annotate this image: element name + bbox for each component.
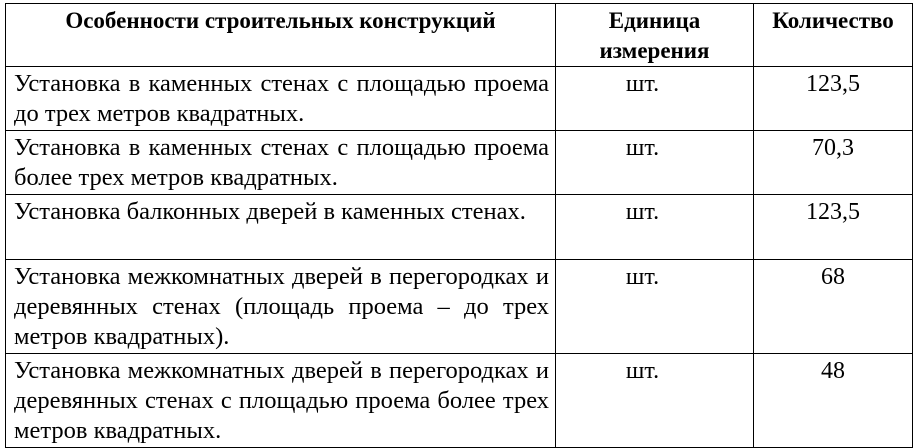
row-description: Установка в каменных стенах с площадью проема более трех метров квадратных. <box>6 131 556 195</box>
row-description: Установка межкомнатных дверей в перегородках и деревянных стенах с площадью проема более трех метров квадратных. <box>6 354 556 448</box>
table-row <box>6 260 913 354</box>
row-unit: шт. <box>556 195 754 260</box>
table-row <box>6 131 913 195</box>
row-unit: шт. <box>556 131 754 195</box>
row-quantity: 123,5 <box>754 67 913 131</box>
table-row <box>6 195 913 260</box>
table-row <box>6 67 913 131</box>
header-quantity: Количество <box>754 4 913 67</box>
header-description: Особенности строительных конструкций <box>6 4 556 67</box>
row-description: Установка межкомнатных дверей в перегородках и деревянных стенах (площадь проема – до трех метров квадратных). <box>6 260 556 354</box>
row-description: Установка балконных дверей в каменных стенах. <box>6 195 556 260</box>
table-row <box>6 354 913 448</box>
row-quantity: 70,3 <box>754 131 913 195</box>
row-description: Установка в каменных стенах с площадью проема до трех метров квадратных. <box>6 67 556 131</box>
row-quantity: 68 <box>754 260 913 354</box>
table-header-row <box>6 4 913 67</box>
row-quantity: 48 <box>754 354 913 448</box>
row-unit: шт. <box>556 260 754 354</box>
construction-specs-table <box>5 3 913 448</box>
row-quantity: 123,5 <box>754 195 913 260</box>
row-unit: шт. <box>556 67 754 131</box>
row-unit: шт. <box>556 354 754 448</box>
header-unit: Единица измерения <box>556 4 754 67</box>
